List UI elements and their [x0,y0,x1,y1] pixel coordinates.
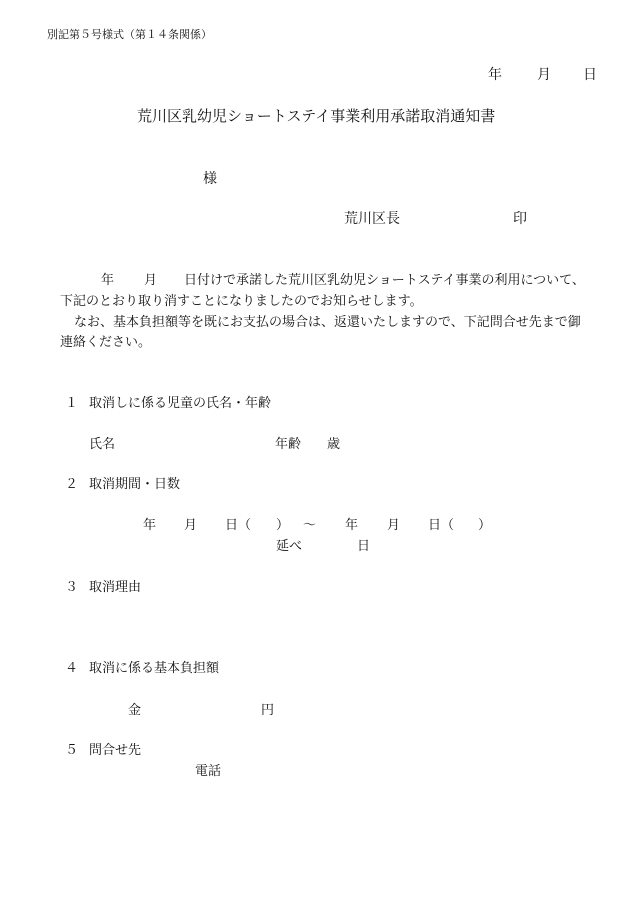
recipient-suffix: 様 [203,171,217,187]
section-number: １ [65,396,79,411]
phone-label: 電話 [195,764,222,779]
amount-unit: 円 [261,703,275,718]
section-title: 取消に係る基本負担額 [89,661,220,676]
period-tilde: ～ [303,518,317,533]
issuer-name: 荒川区長 [344,211,400,227]
section-number: ４ [65,661,79,676]
body-line-4: 連絡ください。 [60,335,152,350]
form-reference: 別記第５号様式（第１４条関係） [47,28,212,41]
section-title: 取消期間・日数 [89,477,181,492]
document-title: 荒川区乳幼児ショートステイ事業利用承諾取消通知書 [137,107,496,125]
date-day-label: 日 [583,67,597,83]
body-line-1: 日付けで承諾した荒川区乳幼児ショートステイ事業の利用について、 [184,273,585,288]
body-line-3: なお、基本負担額等を既にお支払の場合は、返還いたしますので、下記問合せ先まで御 [74,315,581,330]
total-days-unit: 日 [357,539,371,554]
period-end-day: 日（ [428,518,455,533]
section-number: ３ [65,580,79,595]
child-name-label: 氏名 [89,437,116,452]
period-end-month: 月 [387,518,401,533]
section-title: 問合せ先 [89,743,142,758]
period-start-month: 月 [184,518,198,533]
period-start-paren: ） [276,518,290,533]
section-title: 取消しに係る児童の氏名・年齢 [89,396,272,411]
child-age-label: 年齢 [275,437,302,452]
age-unit: 歳 [327,437,341,452]
section-title: 取消理由 [89,580,142,595]
date-month-label: 月 [537,67,551,83]
section-number: ５ [65,743,79,758]
body-line-2: 下記のとおり取り消すことになりましたのでお知らせします。 [60,294,423,309]
period-start-day: 日（ [225,518,252,533]
total-days-label: 延べ [276,539,303,554]
seal-mark: 印 [513,211,527,227]
date-year-label: 年 [488,67,502,83]
amount-prefix: 金 [128,703,142,718]
period-start-year: 年 [143,518,157,533]
body-year-label: 年 [101,273,115,288]
period-end-year: 年 [345,518,359,533]
body-month-label: 月 [144,273,158,288]
period-end-paren: ） [478,518,492,533]
section-number: ２ [65,477,79,492]
